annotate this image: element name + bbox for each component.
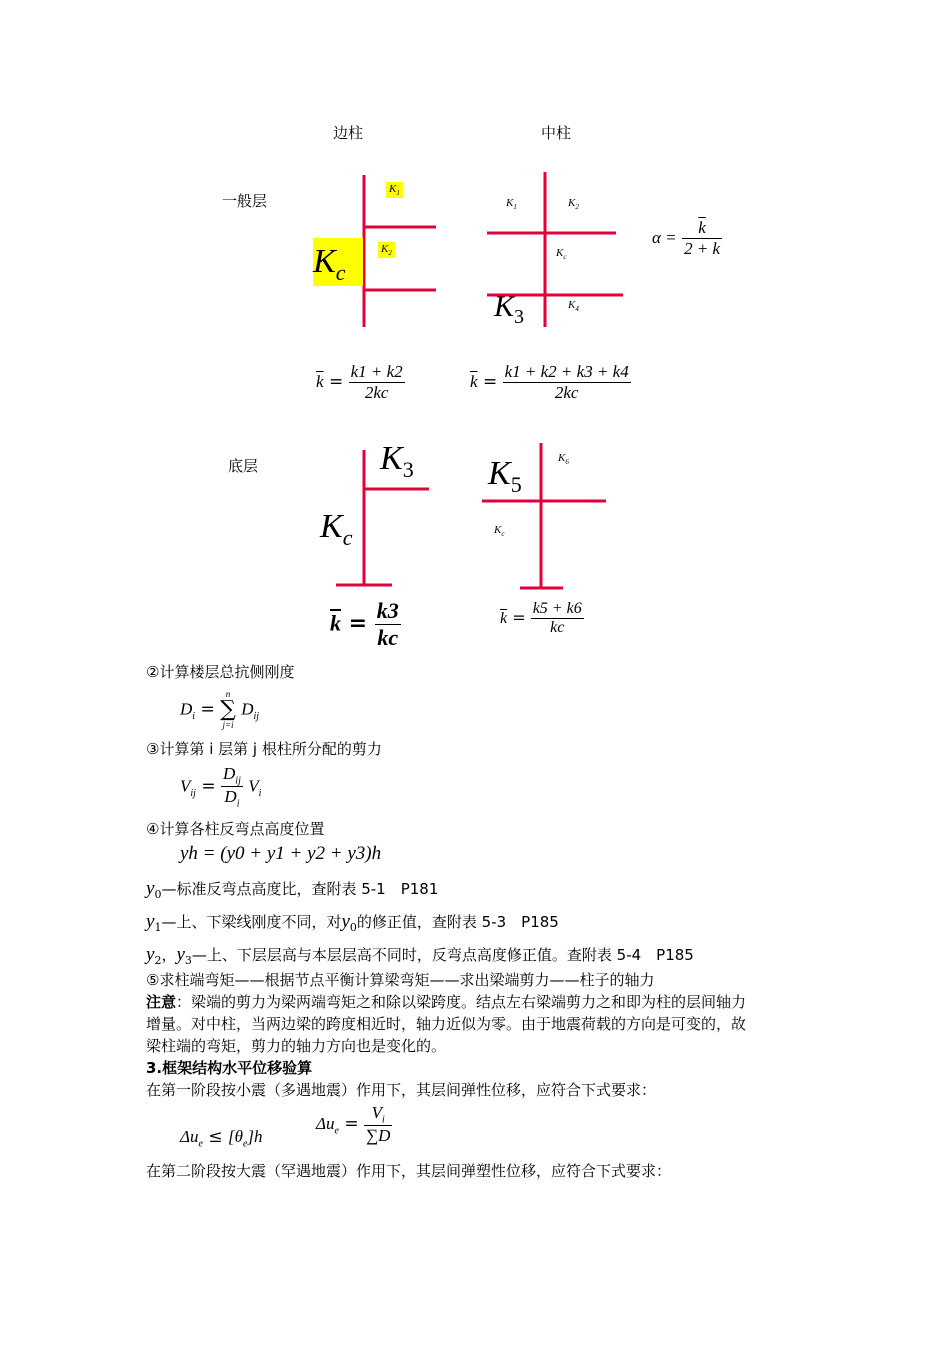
k3-middle-label: $K_3$ xyxy=(494,290,525,328)
middle-column-header: 中柱 xyxy=(541,124,572,142)
k-bottom-middle-formula: $\overline{k}$ = $\frac{k5 + k6}{kc}$ xyxy=(500,600,582,636)
k2-edge-label: $K_2$ xyxy=(378,242,395,258)
k1-middle-label: $K_1$ xyxy=(506,197,517,212)
bottom-floor-label: 底层 xyxy=(228,457,259,475)
edge-column-header: 边柱 xyxy=(333,124,364,142)
k-bottom-edge-formula: $\overline{k}$ = $\frac{k3}{kc}$ xyxy=(330,598,399,650)
section3-para2: 在第二阶段按大震（罕遇地震）作用下，其层间弹塑性位移，应符合下式要求： xyxy=(146,1162,672,1180)
k4-middle-label: $K_4$ xyxy=(568,299,579,314)
k3-bottom-label: $K_3$ xyxy=(380,440,414,482)
k5-bottom-label: $K_5$ xyxy=(488,455,522,497)
k6-bottom-label: $K_6$ xyxy=(558,452,569,467)
step2-heading: ②计算楼层总抗侧刚度 xyxy=(146,663,295,681)
caution-line1: 注意：梁端的剪力为梁两端弯矩之和除以梁跨度。结点左右梁端剪力之和即为柱的层间轴力 xyxy=(146,993,747,1011)
kc-bottom-middle-label: $K_c$ xyxy=(494,524,505,539)
eq-di: $D_i$ = n ∑ j=i $D_{ij}$ xyxy=(180,689,260,730)
step3-heading: ③计算第 i 层第 j 根柱所分配的剪力 xyxy=(146,740,382,758)
section3-title: 3.框架结构水平位移验算 xyxy=(146,1059,313,1077)
k-middle-formula: $\overline{k}$ = $\frac{k1 + k2 + k3 + k4}{2kc}$ xyxy=(470,362,629,402)
caution-line2: 增量。对中柱，当两边梁的跨度相近时，轴力近似为零。由于地震荷载的方向是可变的，故 xyxy=(146,1015,747,1033)
eq-displacement-limit: $\Delta u_e \le [\theta_e]h$ xyxy=(180,1127,263,1150)
note-y0: $y_0—$标准反弯点高度比，查附表 5-1 P181 xyxy=(146,878,439,901)
k-edge-formula: $\overline{k}$ = $\frac{k1 + k2}{2kc}$ xyxy=(316,362,403,402)
kc-bottom-label: $K_c$ xyxy=(320,508,353,550)
eq-yh: yh = (y0 + y1 + y2 + y3)h xyxy=(180,843,382,864)
eq-vij: $V_{ij}$ = $\frac{D_{ij}}{D_i}$ $V_i$ xyxy=(180,764,262,810)
note-y2-y3: $y_2$，$y_3—$上、下层层高与本层层高不同时，反弯点高度修正值。查附表 5-4 P185 xyxy=(146,944,694,967)
general-floor-label: 一般层 xyxy=(222,192,268,210)
eq-displacement: $\Delta u_e$ = $\frac{V_i}{\sum D}$ xyxy=(316,1103,391,1146)
kc-edge-label: $K_c$ xyxy=(313,238,363,286)
alpha-formula: α = $\frac{\overline{k}}{2 + k}$ xyxy=(652,218,721,258)
k2-middle-label: $K_2$ xyxy=(568,197,579,212)
note-y1: $y_1—$上、下梁线刚度不同，对$y_0$的修正值，查附表 5-3 P185 xyxy=(146,911,559,934)
kc-middle-label: $K_c$ xyxy=(556,247,567,262)
caution-label: 注意 xyxy=(146,993,177,1011)
k1-edge-label: $K_1$ xyxy=(386,182,403,198)
section3-para1: 在第一阶段按小震（多遇地震）作用下，其层间弹性位移，应符合下式要求： xyxy=(146,1081,657,1099)
step4-heading: ④计算各柱反弯点高度位置 xyxy=(146,820,325,838)
caution-line3: 梁柱端的弯矩，剪力的轴力方向也是变化的。 xyxy=(146,1037,447,1055)
step5-heading: ⑤求柱端弯矩——根据节点平衡计算梁弯矩——求出梁端剪力——柱子的轴力 xyxy=(146,971,655,989)
